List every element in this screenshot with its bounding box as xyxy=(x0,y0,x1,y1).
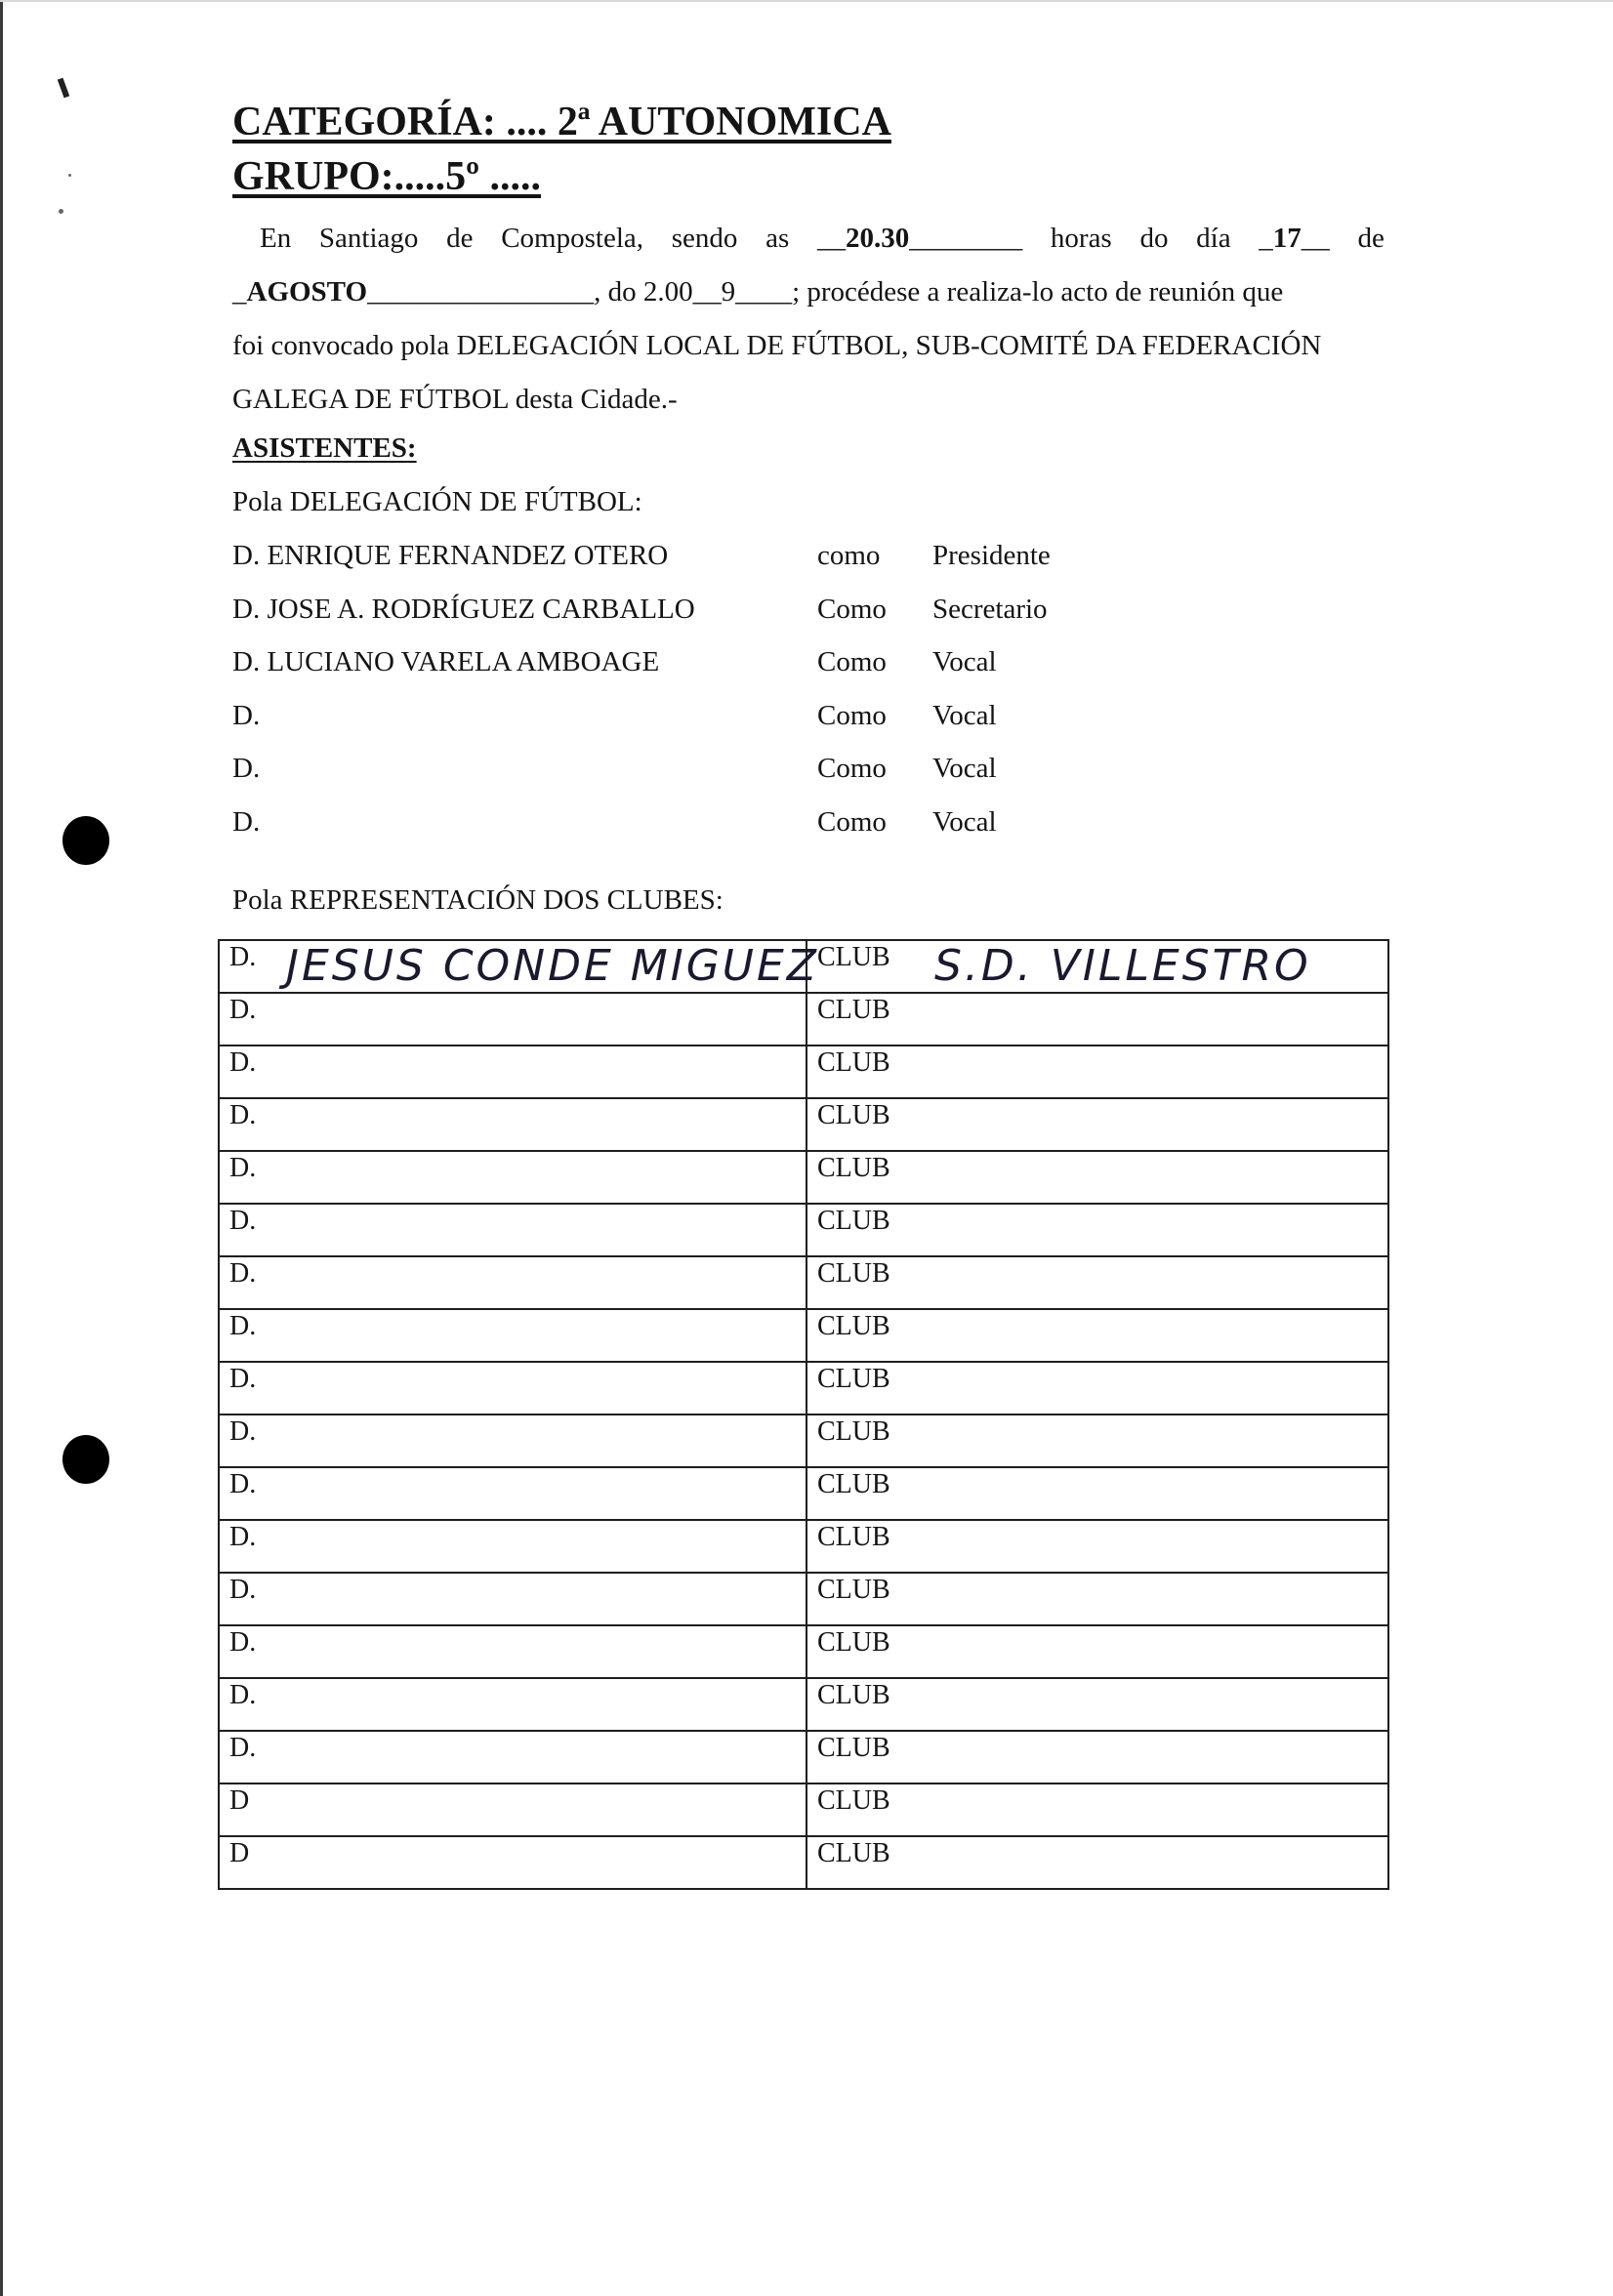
club-cell xyxy=(806,1731,1388,1784)
representative-prefix: D. xyxy=(229,942,257,972)
club-label: CLUB xyxy=(817,1575,890,1605)
club-label: CLUB xyxy=(817,1047,890,1078)
delegacion-member xyxy=(232,700,1306,739)
member-role: Vocal xyxy=(932,806,997,838)
intro-line-4: GALEGA DE FÚTBOL desta Cidade.- xyxy=(232,384,678,415)
clubes-table xyxy=(218,939,1389,1890)
representative-cell xyxy=(219,1731,806,1784)
intro-text: ; procédese a realiza-lo acto de reunión que xyxy=(792,276,1284,308)
intro-text: día xyxy=(1196,223,1231,254)
table-row xyxy=(219,1520,1388,1573)
time-field: __20.30________ xyxy=(816,223,1023,254)
representative-cell xyxy=(219,1520,806,1573)
intro-text: Santiago xyxy=(318,223,419,254)
club-label: CLUB xyxy=(817,995,890,1025)
representative-prefix: D. xyxy=(229,1153,257,1183)
club-cell xyxy=(806,1784,1388,1836)
intro-line-2 xyxy=(232,266,1385,319)
club-cell xyxy=(806,1362,1388,1414)
representative-prefix: D. xyxy=(229,1469,257,1499)
intro-text: horas xyxy=(1050,223,1112,254)
table-row xyxy=(219,1731,1388,1784)
table-row xyxy=(219,1836,1388,1889)
table-row xyxy=(219,1467,1388,1520)
delegacion-member xyxy=(232,806,1306,845)
table-row xyxy=(219,1414,1388,1467)
club-cell xyxy=(806,1520,1388,1573)
year-text: , do 2.00 xyxy=(594,276,693,308)
representative-prefix: D. xyxy=(229,1100,257,1130)
club-cell xyxy=(806,1204,1388,1256)
representative-cell xyxy=(219,1362,806,1414)
representative-prefix: D xyxy=(229,1785,250,1816)
member-name: D. LUCIANO VARELA AMBOAGE xyxy=(232,646,660,678)
club-label: CLUB xyxy=(817,1416,890,1447)
representative-cell xyxy=(219,1098,806,1151)
member-como: Como xyxy=(817,646,887,678)
representative-cell xyxy=(219,1309,806,1362)
representative-prefix: D. xyxy=(229,995,257,1025)
club-cell xyxy=(806,1573,1388,1625)
intro-line-1 xyxy=(232,212,1385,266)
intro-text: de xyxy=(1357,223,1385,254)
representative-prefix: D. xyxy=(229,1627,257,1658)
representative-cell xyxy=(219,1046,806,1098)
club-label: CLUB xyxy=(817,1680,890,1710)
member-name: D. JOSE A. RODRÍGUEZ CARBALLO xyxy=(232,593,695,625)
member-name: D. xyxy=(232,806,261,838)
handwritten-representative-name: JESUS CONDE MIGUEZ xyxy=(286,941,819,991)
intro-text: En xyxy=(260,223,292,254)
table-row xyxy=(219,1573,1388,1625)
intro-text: de xyxy=(446,223,474,254)
table-row xyxy=(219,1256,1388,1309)
table-row xyxy=(219,940,1388,993)
clubes-title: Pola REPRESENTACIÓN DOS CLUBES: xyxy=(232,884,724,916)
club-label: CLUB xyxy=(817,1469,890,1499)
club-label: CLUB xyxy=(817,1733,890,1763)
intro-text: as xyxy=(765,223,790,254)
table-row xyxy=(219,1151,1388,1204)
representative-cell xyxy=(219,1204,806,1256)
club-cell xyxy=(806,993,1388,1046)
club-cell xyxy=(806,940,1388,993)
representative-prefix: D. xyxy=(229,1680,257,1710)
member-role: Presidente xyxy=(932,540,1051,571)
club-label: CLUB xyxy=(817,1258,890,1289)
club-label: CLUB xyxy=(817,1838,890,1868)
representative-prefix: D. xyxy=(229,1733,257,1763)
representative-cell xyxy=(219,940,819,993)
handwritten-club-name: S.D. VILLESTRO xyxy=(934,941,1311,991)
intro-paragraph xyxy=(232,212,1385,427)
day-value: 17 xyxy=(1272,223,1302,254)
month-field: _AGOSTO________________, do 2.00__9____; procédese a realiza-lo acto de reunión que xyxy=(232,276,1284,308)
representative-prefix: D. xyxy=(229,1416,257,1447)
club-cell xyxy=(806,1625,1388,1678)
table-row xyxy=(219,1784,1388,1836)
scan-speck xyxy=(68,174,71,177)
representative-cell xyxy=(219,1467,806,1520)
member-role: Secretario xyxy=(932,593,1048,625)
club-cell xyxy=(806,1046,1388,1098)
member-name: D. ENRIQUE FERNANDEZ OTERO xyxy=(232,540,669,571)
categoria-heading: CATEGORÍA: .... 2ª AUTONOMICA xyxy=(232,100,891,144)
club-cell xyxy=(806,1467,1388,1520)
table-row xyxy=(219,1204,1388,1256)
punch-hole xyxy=(62,816,109,865)
member-role: Vocal xyxy=(932,753,997,785)
member-como: Como xyxy=(817,593,887,625)
member-role: Vocal xyxy=(932,699,997,731)
club-cell xyxy=(806,1256,1388,1309)
club-label: CLUB xyxy=(817,1785,890,1816)
representative-cell xyxy=(219,993,806,1046)
club-label: CLUB xyxy=(817,1100,890,1130)
representative-prefix: D. xyxy=(229,1522,257,1552)
representative-prefix: D. xyxy=(229,1311,257,1341)
club-label: CLUB xyxy=(817,1364,890,1394)
table-row xyxy=(219,1678,1388,1731)
member-name: D. xyxy=(232,699,261,731)
time-value: 20.30 xyxy=(845,223,910,254)
delegacion-member xyxy=(232,646,1306,685)
representative-cell xyxy=(219,1151,806,1204)
member-como: como xyxy=(817,540,881,571)
club-cell xyxy=(806,1678,1388,1731)
club-label: CLUB xyxy=(817,1627,890,1658)
grupo-heading: GRUPO:.....5º ..... xyxy=(232,154,542,199)
representative-prefix: D. xyxy=(229,1206,257,1236)
representative-cell xyxy=(219,1573,806,1625)
delegacion-title: Pola DELEGACIÓN DE FÚTBOL: xyxy=(232,486,642,517)
representative-cell xyxy=(219,1625,806,1678)
club-label: CLUB xyxy=(817,1311,890,1341)
representative-cell xyxy=(219,1414,806,1467)
delegacion-member xyxy=(232,594,1306,633)
table-row xyxy=(219,1625,1388,1678)
punch-hole xyxy=(62,1435,109,1484)
asistentes-title: ASISTENTES: xyxy=(232,432,417,464)
representative-cell xyxy=(219,1678,806,1731)
member-como: Como xyxy=(817,699,887,731)
club-cell xyxy=(806,1151,1388,1204)
intro-line-3: foi convocado pola DELEGACIÓN LOCAL DE FÚTBOL, SUB-COMITÉ DA FEDERACIÓN xyxy=(232,330,1322,361)
table-row xyxy=(219,1309,1388,1362)
representative-prefix: D xyxy=(229,1838,250,1868)
delegacion-member xyxy=(232,753,1306,792)
table-row xyxy=(219,1046,1388,1098)
club-cell xyxy=(806,1836,1388,1889)
day-field: _17__ xyxy=(1259,223,1330,254)
representative-prefix: D. xyxy=(229,1364,257,1394)
delegacion-member xyxy=(232,540,1306,579)
club-cell xyxy=(806,1414,1388,1467)
intro-text: do xyxy=(1139,223,1169,254)
representative-cell xyxy=(219,1784,806,1836)
table-row xyxy=(219,993,1388,1046)
scan-speck xyxy=(59,209,63,214)
month-value: AGOSTO xyxy=(246,276,368,308)
scan-edge-top xyxy=(0,0,1613,2)
table-row xyxy=(219,1098,1388,1151)
representative-prefix: D. xyxy=(229,1047,257,1078)
club-label: CLUB xyxy=(817,1153,890,1183)
table-row xyxy=(219,1362,1388,1414)
scan-edge xyxy=(0,0,3,2296)
club-cell xyxy=(806,1098,1388,1151)
representative-cell xyxy=(219,1256,806,1309)
club-label: CLUB xyxy=(817,1522,890,1552)
intro-text: sendo xyxy=(671,223,738,254)
club-label: CLUB xyxy=(817,942,890,972)
member-como: Como xyxy=(817,753,887,785)
year-digit: 9 xyxy=(721,276,736,308)
representative-prefix: D. xyxy=(229,1575,257,1605)
intro-text: Compostela, xyxy=(501,223,643,254)
club-label: CLUB xyxy=(817,1206,890,1236)
representative-cell xyxy=(219,1836,806,1889)
representative-prefix: D. xyxy=(229,1258,257,1289)
member-name: D. xyxy=(232,753,261,785)
member-role: Vocal xyxy=(932,646,997,678)
club-cell xyxy=(806,1309,1388,1362)
member-como: Como xyxy=(817,806,887,838)
staple-mark xyxy=(58,78,69,99)
clubes-table-body xyxy=(219,940,1388,1889)
